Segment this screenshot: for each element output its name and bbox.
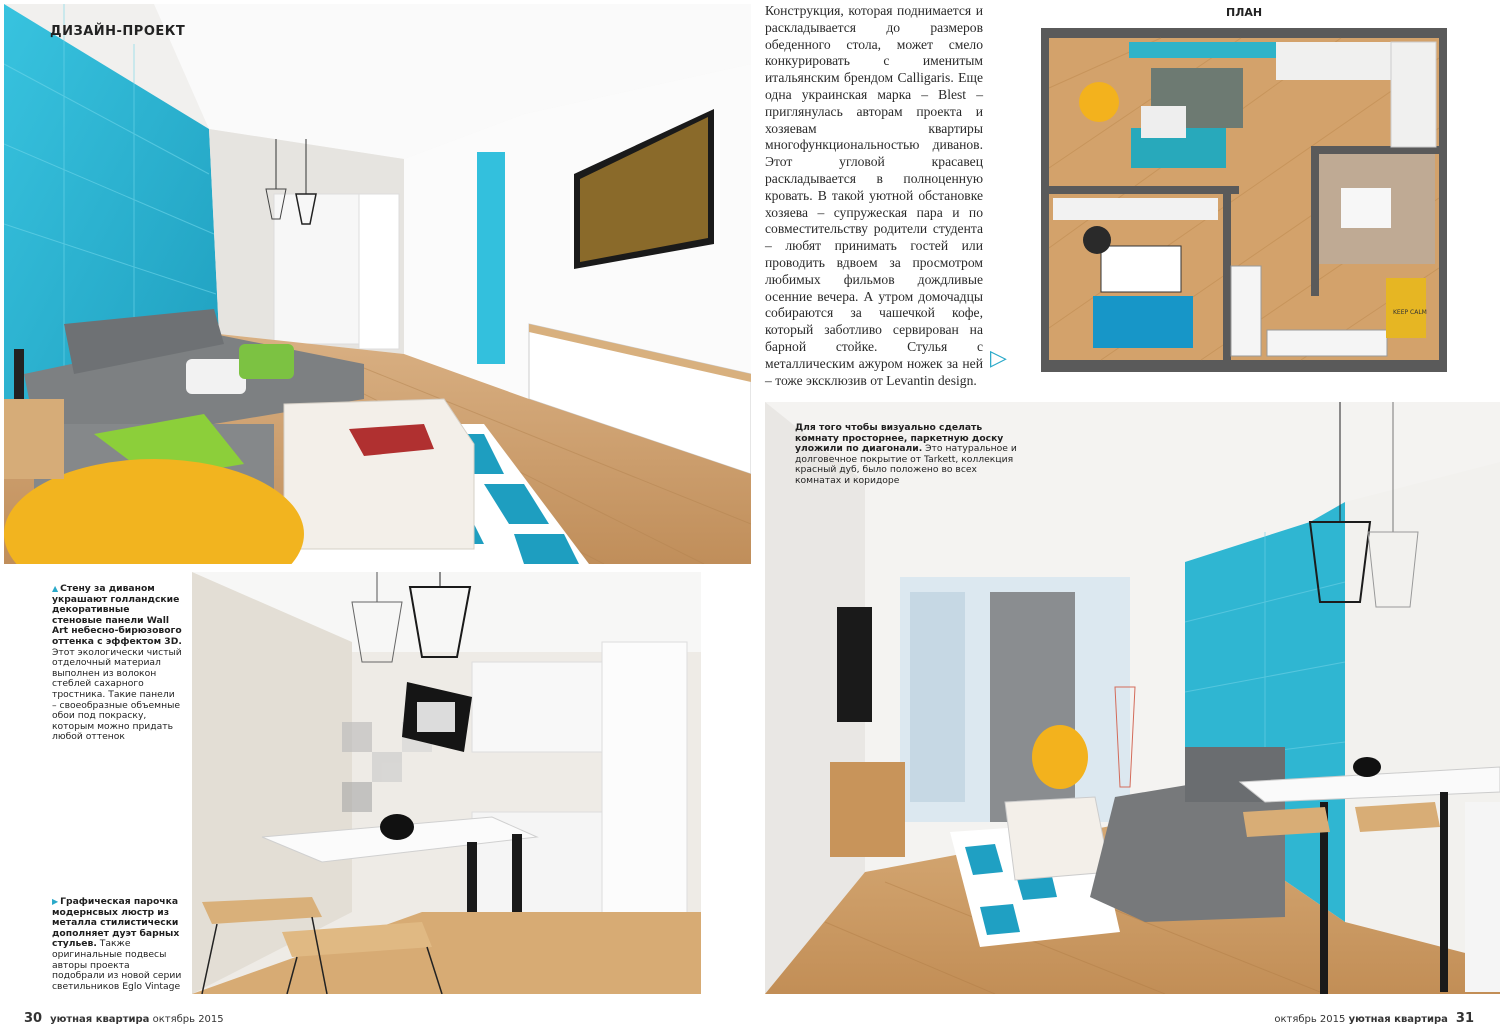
article-body: Конструкция, которая поднимается и раскладывается до размеров обеденного стола, может смело конкурировать с именитым итальянским брендом Calligaris. Еще одна украинская марка – Blest – приглянулась авторам проекта и хозяевам квартиры многофункциональностью диванов. Этот угловой красавец раскладывается в полноценную кровать. В такой уютной обстановке хозяева – супружеская пара и по совместительству родители студента – любят принимать гостей или проводить вдвоем за просмотром любимых фильмов дождливые осенние вечера. А утром домочадцы собираются за чашечкой кофе, который заботливо сервирован на барной стойке. Стулья с металлическим ажуром ножек за ней – тоже эксклюзив от Levantin design. — [765, 3, 983, 388]
caption-marker-icon: ▲ — [52, 584, 59, 593]
caption-pendants-text: Также оригинальные подвесы авторы проекта подобрали из новой серии светильников Eglo Vintage — [52, 938, 182, 992]
caption-pendants-bold: Графическая парочка модернсвых люстр из металла стилистически дополняет дуэт барных стульев. — [52, 896, 180, 950]
issue-date-right: октябрь 2015 — [1274, 1014, 1346, 1025]
magazine-name-left: уютная квартира — [50, 1014, 150, 1025]
caption-wall-panels — [52, 584, 182, 743]
caption-wall-bold: Стену за диваном украшают голландские декоративные стеновые панели Wall Art небесно-бирюзового оттенка с эффектом 3D. — [52, 583, 182, 647]
footer-right — [1274, 1011, 1474, 1026]
floor-plan — [1041, 28, 1447, 372]
section-label: ДИЗАЙН-ПРОЕКТ — [50, 24, 186, 39]
plan-title: ПЛАН — [1226, 6, 1263, 19]
caption-pendants — [52, 897, 182, 992]
continue-arrow-icon: ▷ — [990, 346, 1007, 371]
footer-left — [24, 1011, 224, 1026]
page-number-left: 30 — [24, 1011, 43, 1026]
issue-date-left: октябрь 2015 — [152, 1014, 224, 1025]
caption-floor-text: Это натуральное и долговечное покрытие от Tarkett, коллекция красный дуб, было положено во всех комнатах и коридоре — [795, 443, 1017, 486]
kitchen-photo — [192, 572, 701, 994]
caption-parquet — [795, 423, 1025, 487]
caption-wall-text: Этот экологически чистый отделочный материал выполнен из волокон стеблей сахарного тростника. Такие панели – своеобразные объемные обои под покраску, которым можно придать любой оттенок — [52, 646, 182, 743]
page-number-right: 31 — [1455, 1011, 1474, 1026]
plan-mat-label: KEEP CALM — [1393, 309, 1427, 316]
magazine-name-right: уютная квартира — [1348, 1014, 1448, 1025]
living-room-window-photo — [765, 402, 1500, 994]
living-room-photo — [4, 4, 751, 564]
caption-floor-bold: Для того чтобы визуально сделать комнату просторнее, паркетную доску уложили по диагонали. — [795, 422, 1004, 455]
caption-marker-icon: ▶ — [52, 897, 59, 906]
